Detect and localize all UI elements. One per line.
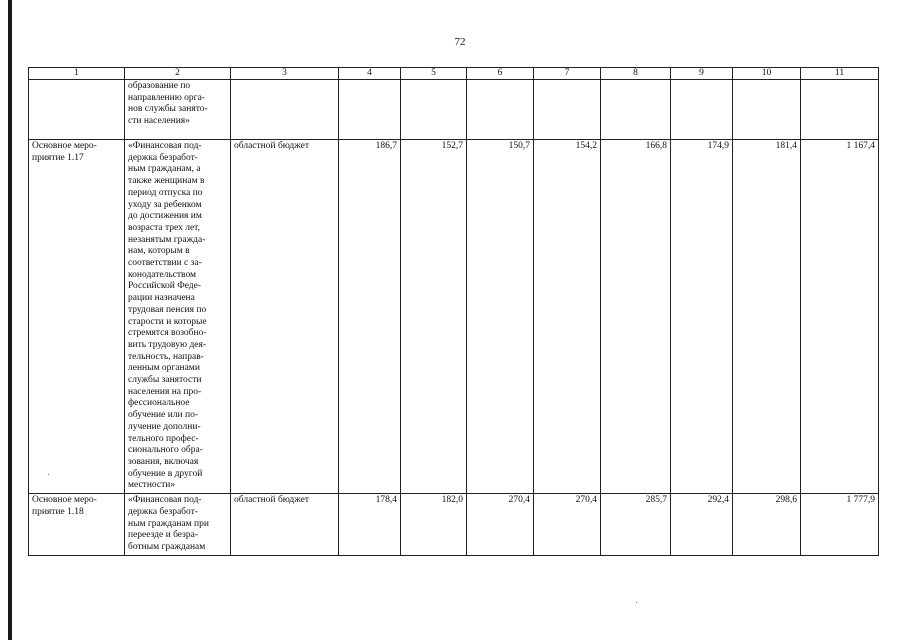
value-cell: 292,4 xyxy=(671,494,733,556)
value-cell: 270,4 xyxy=(534,494,601,556)
description-cell: образование по направлению орга- нов службы занято- сти населения» xyxy=(125,80,231,140)
value-cell: 181,4 xyxy=(733,140,801,494)
header-cell: 7 xyxy=(534,68,601,80)
value-cell: 178,4 xyxy=(339,494,401,556)
event-cell: Основное меро- приятие 1.17 xyxy=(29,140,125,494)
value-cell xyxy=(601,80,671,140)
source-cell xyxy=(231,80,339,140)
value-cell: 152,7 xyxy=(401,140,467,494)
page-number: 72 xyxy=(454,36,466,48)
total-cell: 1 167,4 xyxy=(801,140,879,494)
scan-speck xyxy=(48,474,49,475)
header-cell: 11 xyxy=(801,68,879,80)
value-cell: 186,7 xyxy=(339,140,401,494)
value-cell: 150,7 xyxy=(467,140,534,494)
scan-speck xyxy=(636,602,637,603)
header-row xyxy=(29,68,879,80)
value-cell: 285,7 xyxy=(601,494,671,556)
description-cell: «Финансовая под- держка безработ- ным гражданам, а также женщинам в период отпуска по уходу за ребенком до достижения им возраста трех лет, незанятым гражда- нам, которым в соответствии с за- конодательством Российской Феде- рации назначена трудовая пенсия по старости и которые стремятся возобно- вить трудовую дея- тельность, направ- ленным органами службы занятости населения на про- фессиональное обучение или по- лучение дополни- тельного профес- сионального обра- зования, включая обучение в другой местности» xyxy=(125,140,231,494)
source-cell: областной бюджет xyxy=(231,494,339,556)
value-cell: 182,0 xyxy=(401,494,467,556)
description-cell: «Финансовая под- держка безработ- ным гражданам при переезде и безра- ботным гражданам xyxy=(125,494,231,556)
event-cell xyxy=(29,80,125,140)
table-row-1-17 xyxy=(29,140,879,494)
value-cell: 154,2 xyxy=(534,140,601,494)
value-cell: 298,6 xyxy=(733,494,801,556)
header-cell: 2 xyxy=(125,68,231,80)
value-cell: 174,9 xyxy=(671,140,733,494)
value-cell xyxy=(339,80,401,140)
header-cell: 6 xyxy=(467,68,534,80)
page-edge-bar xyxy=(8,0,12,640)
value-cell xyxy=(671,80,733,140)
header-cell: 10 xyxy=(733,68,801,80)
header-cell: 3 xyxy=(231,68,339,80)
header-cell: 8 xyxy=(601,68,671,80)
value-cell xyxy=(467,80,534,140)
continuation-row xyxy=(29,80,879,140)
header-cell: 1 xyxy=(29,68,125,80)
event-cell: Основное меро- приятие 1.18 xyxy=(29,494,125,556)
header-cell: 9 xyxy=(671,68,733,80)
header-cell: 4 xyxy=(339,68,401,80)
value-cell: 270,4 xyxy=(467,494,534,556)
header-cell: 5 xyxy=(401,68,467,80)
source-cell: областной бюджет xyxy=(231,140,339,494)
budget-table xyxy=(28,67,879,556)
value-cell: 166,8 xyxy=(601,140,671,494)
value-cell xyxy=(801,80,879,140)
table-row-1-18 xyxy=(29,494,879,556)
total-cell: 1 777,9 xyxy=(801,494,879,556)
value-cell xyxy=(401,80,467,140)
value-cell xyxy=(534,80,601,140)
value-cell xyxy=(733,80,801,140)
